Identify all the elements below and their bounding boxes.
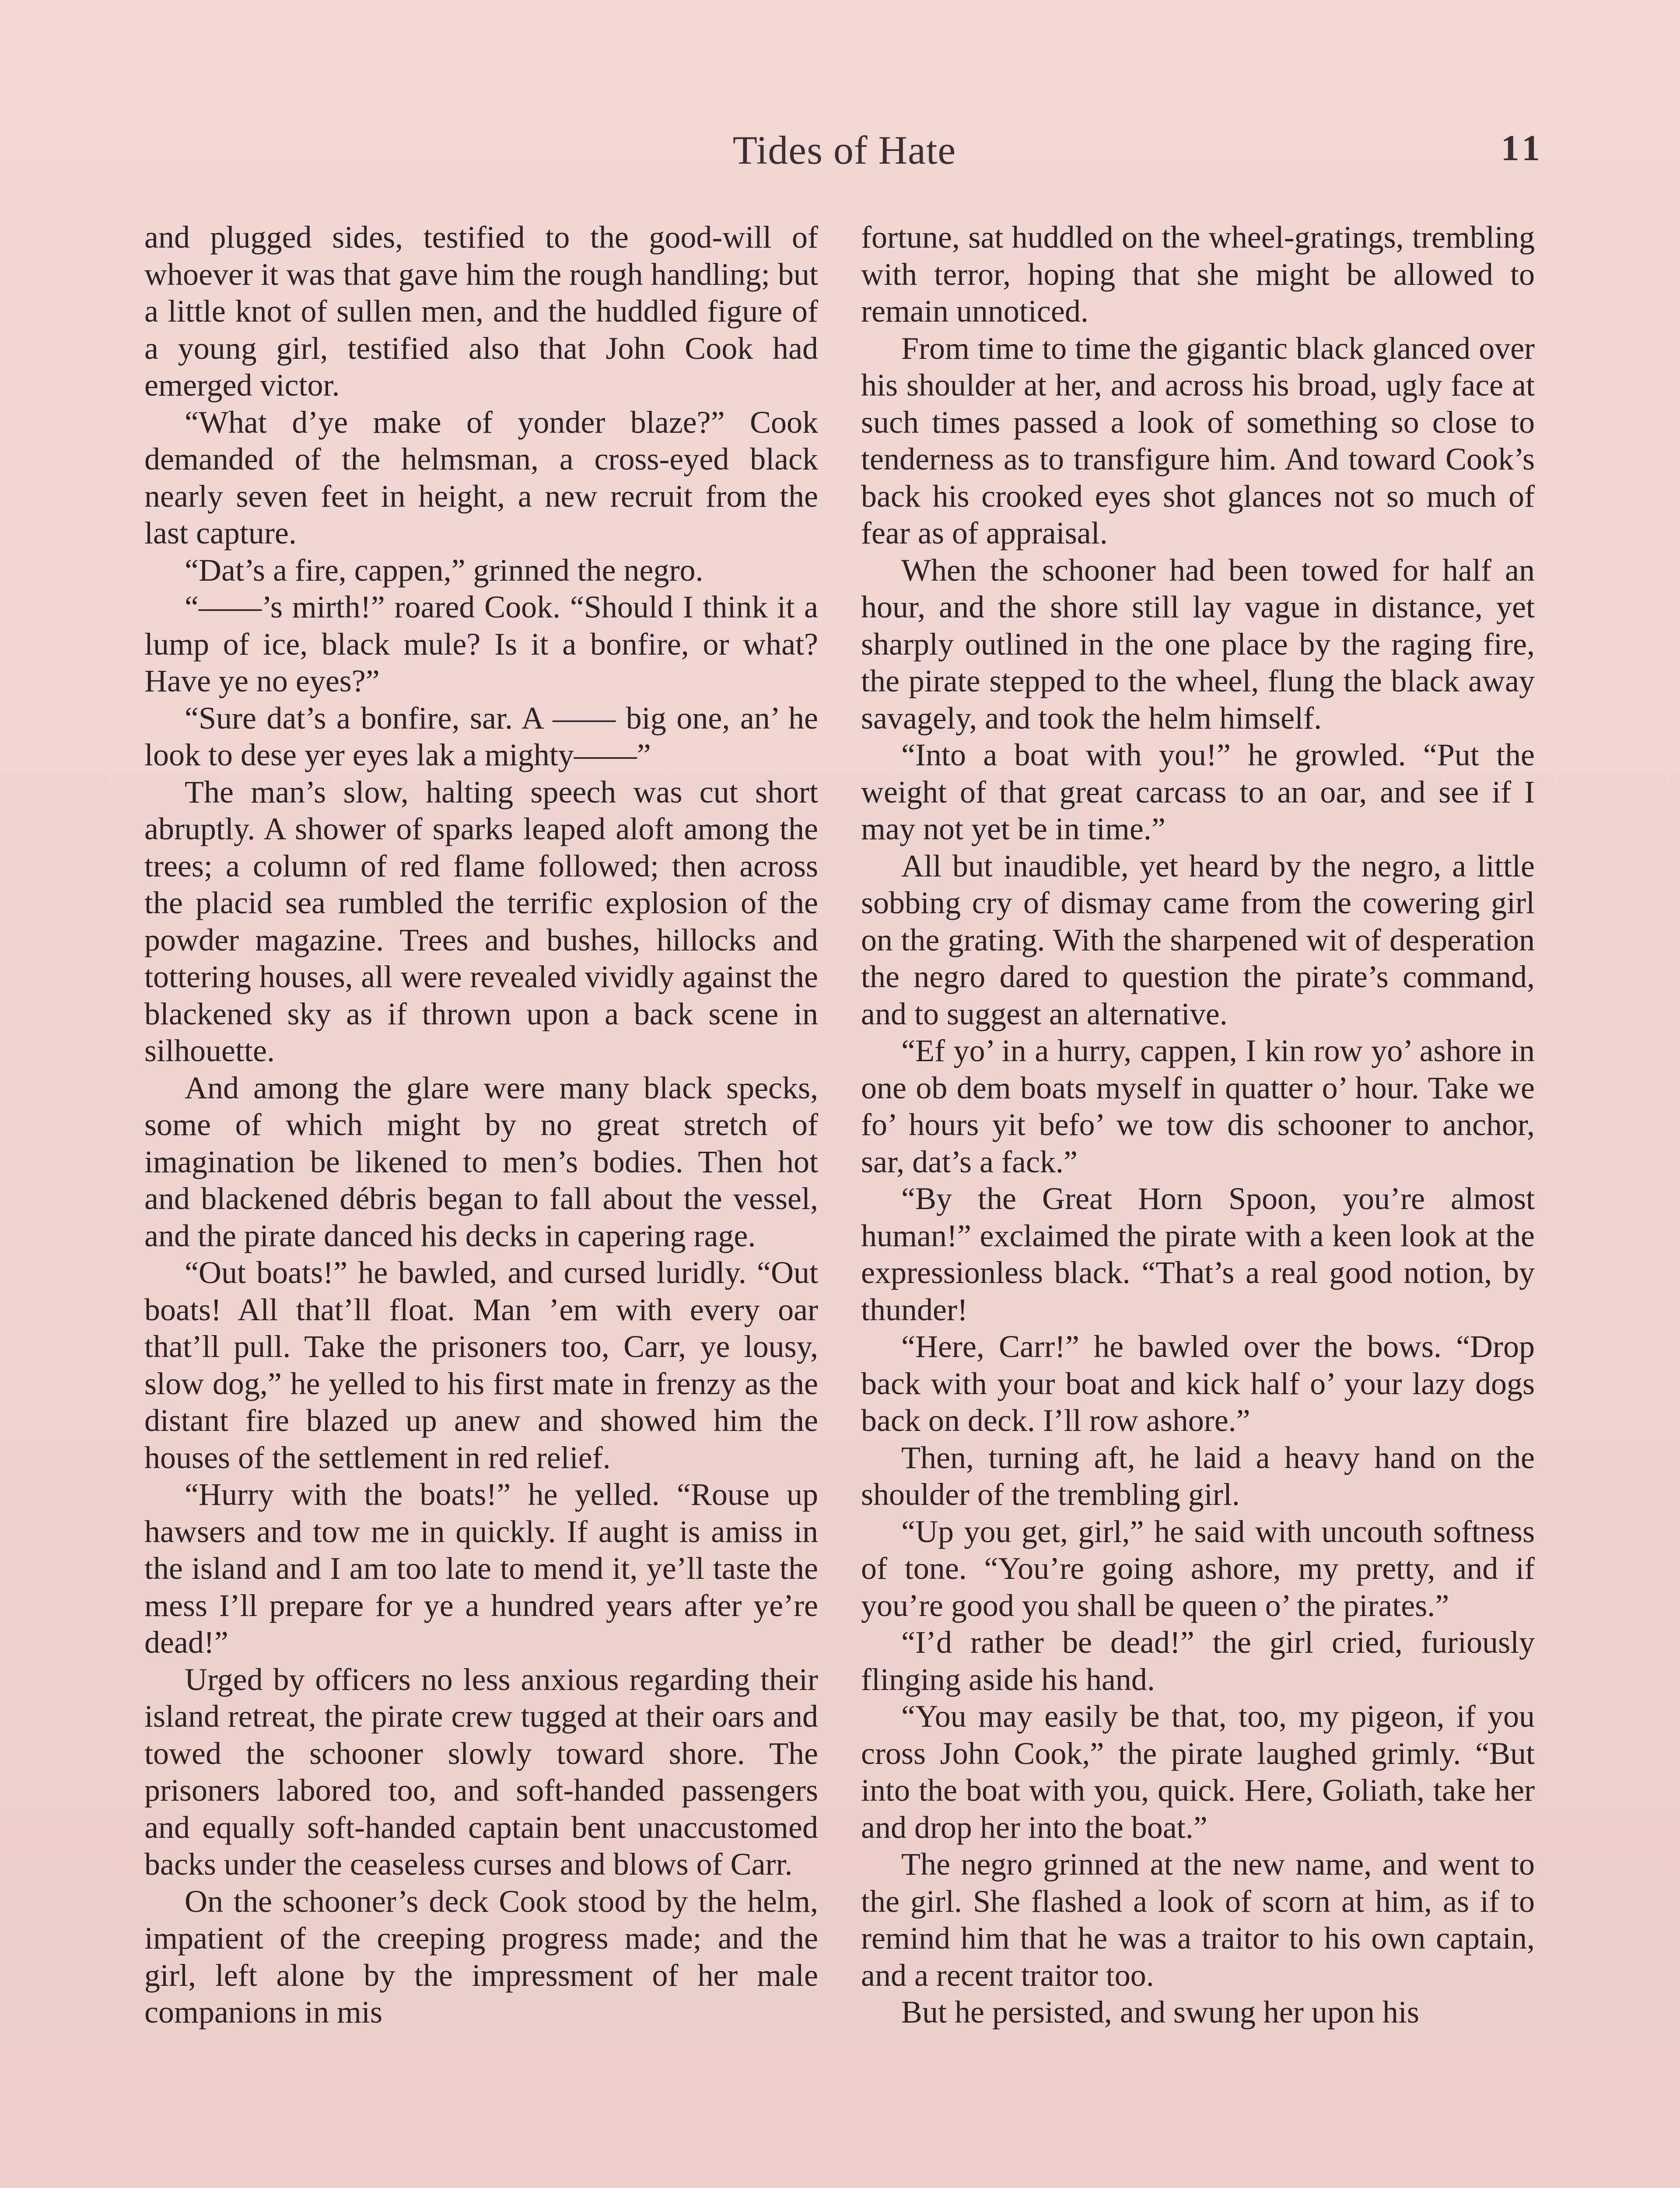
page-number: 11 (1501, 128, 1544, 168)
paragraph: On the schooner’s deck Cook stood by the helm, impatient of the creeping progress made; and the girl, left alone by the impressment of her male companions in mis (144, 1883, 818, 2030)
paragraph: And among the glare were many black specks, some of which might by no great stretch of imagination be likened to men’s bodies. Then hot and blackened débris began to fall about the vessel, and the pirate danced his decks in capering rage. (144, 1070, 818, 1253)
paragraph: When the schooner had been towed for half an hour, and the shore still lay vague in distance, yet sharply outlined in the one place by the raging fire, the pirate stepped to the wheel, flung the black away savagely, and took the helm himself. (861, 552, 1535, 736)
paragraph: “Hurry with the boats!” he yelled. “Rouse up hawsers and tow me in quickly. If aught is amiss in the island and I am too late to mend it, ye’ll taste the mess I’ll prepare for ye a hundred years after ye’re dead!” (144, 1477, 818, 1660)
paragraph: “Ef yo’ in a hurry, cappen, I kin row yo’ ashore in one ob dem boats myself in quatter o’ hour. Take we fo’ hours yit befo’ we tow dis schooner to anchor, sar, dat’s a fack.” (861, 1033, 1535, 1179)
paragraph: The man’s slow, halting speech was cut short abruptly. A shower of sparks leaped aloft among the trees; a column of red flame followed; then across the placid sea rumbled the terrific explosion of the powder magazine. Trees and bushes, hillocks and tottering houses, all were revealed vividly against the blackened sky as if thrown upon a back scene in silhouette. (144, 774, 818, 1068)
paragraph: “What d’ye make of yonder blaze?” Cook demanded of the helmsman, a cross-eyed black nearly seven feet in height, a new recruit from the last capture. (144, 404, 818, 551)
page-header (144, 127, 1544, 184)
paragraph: “By the Great Horn Spoon, you’re almost human!” exclaimed the pirate with a keen look at the expressionless black. “That’s a real good notion, by thunder! (861, 1181, 1535, 1327)
paragraph: “Dat’s a fire, cappen,” grinned the negro. (185, 552, 704, 588)
paragraph: “Out boats!” he bawled, and cursed luridly. “Out boats! All that’ll float. Man ’em with every oar that’ll pull. Take the prisoners too, Carr, ye lousy, slow dog,” he yelled to his first mate in frenzy as the distant fire blazed up anew and showed him the houses of the settlement in red relief. (144, 1255, 818, 1475)
paragraph: “You may easily be that, too, my pigeon, if you cross John Cook,” the pirate laughed grimly. “But into the boat with you, quick. Here, Goliath, take her and drop her into the boat.” (861, 1699, 1535, 1845)
paragraph: From time to time the gigantic black glanced over his shoulder at her, and across his broad, ugly face at such times passed a look of something so close to tenderness as to transfigure him. And toward Cook’s back his crooked eyes shot glances not so much of fear as of appraisal. (861, 330, 1535, 551)
paragraph: fortune, sat huddled on the wheel-gratings, trembling with terror, hoping that she might be allowed to remain unnoticed. (861, 220, 1535, 329)
paragraph: All but inaudible, yet heard by the negro, a little sobbing cry of dismay came from the cowering girl on the grating. With the sharpened wit of desperation the negro dared to question the pirate’s command, and to suggest an alternative. (861, 848, 1535, 1031)
paragraph: and plugged sides, testified to the good-will of whoever it was that gave him the rough handling; but a little knot of sullen men, and the huddled figure of a young girl, testified also that John Cook had emerged victor. (144, 220, 818, 403)
paragraph: “——’s mirth!” roared Cook. “Should I think it a lump of ice, black mule? Is it a bonfire, or what? Have ye no eyes?” (144, 589, 818, 698)
left-column (144, 219, 818, 2031)
paragraph: Then, turning aft, he laid a heavy hand on the shoulder of the trembling girl. (861, 1440, 1535, 1512)
paragraph: Urged by officers no less anxious regarding their island retreat, the pirate crew tugged at their oars and towed the schooner slowly toward shore. The prisoners labored too, and soft-handed passengers and equally soft-handed captain bent unaccustomed backs under the ceaseless curses and blows of Carr. (144, 1662, 818, 1882)
right-column (861, 219, 1535, 2031)
paragraph: But he persisted, and swung her upon his (901, 1995, 1419, 2030)
running-title: Tides of Hate (732, 128, 956, 172)
paragraph: “Sure dat’s a bonfire, sar. A —— big one, an’ he look to dese yer eyes lak a mighty——” (144, 700, 818, 772)
paragraph: “Here, Carr!” he bawled over the bows. “Drop back with your boat and kick half o’ your lazy dogs back on deck. I’ll row ashore.” (861, 1329, 1535, 1438)
paragraph: “Into a boat with you!” he growled. “Put the weight of that great carcass to an oar, and see if I may not yet be in time.” (861, 737, 1535, 846)
paragraph: “Up you get, girl,” he said with uncouth softness of tone. “You’re going ashore, my pretty, and if you’re good you shall be queen o’ the pirates.” (861, 1514, 1535, 1623)
paragraph: The negro grinned at the new name, and went to the girl. She flashed a look of scorn at him, as if to remind him that he was a traitor to his own captain, and a recent traitor too. (861, 1847, 1535, 1993)
paragraph: “I’d rather be dead!” the girl cried, furiously flinging aside his hand. (861, 1625, 1535, 1697)
